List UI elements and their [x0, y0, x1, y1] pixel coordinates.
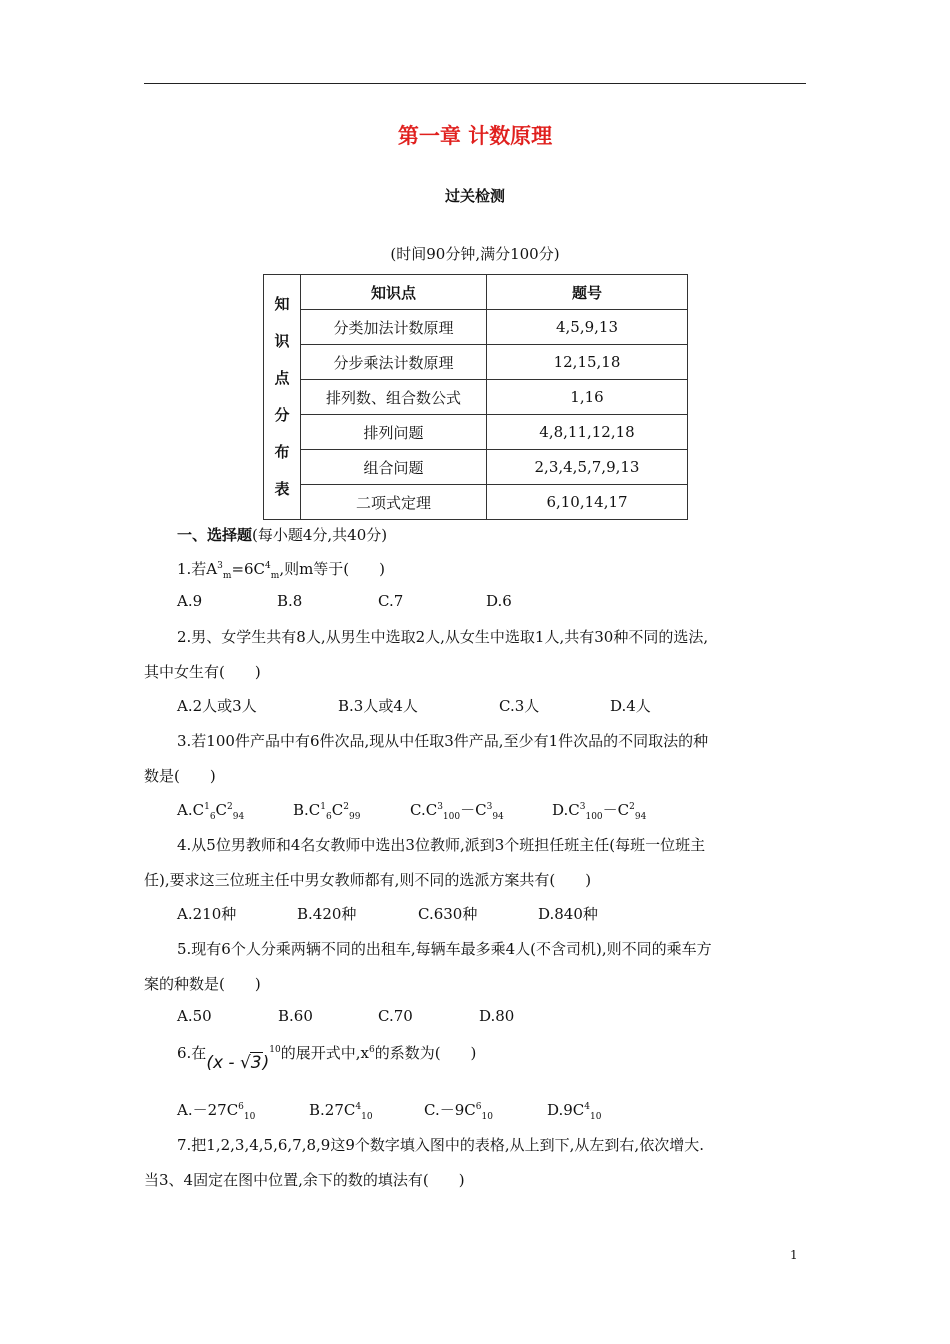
- question-4-options: [177, 903, 807, 924]
- option-b: B.420种: [297, 905, 357, 923]
- page-number: 1: [790, 1248, 798, 1262]
- question-3-cont: 数是( ): [144, 767, 216, 785]
- option-b: $B.C^1_6C^2_{99}$: [293, 801, 361, 822]
- option-d: $D.9C^4_{10}$: [547, 1101, 602, 1122]
- question-1: 1.若$A^3_m=6C^4_m$,则m等于( ): [177, 560, 386, 581]
- question-2-options: [177, 695, 807, 716]
- option-a: A.2人或3人: [177, 697, 257, 715]
- question-5: 5.现有6个人分乘两辆不同的出租车,每辆车最多乘4人(不含司机),则不同的乘车方: [177, 940, 712, 958]
- table-row: 排列问题 4,8,11,12,18: [264, 415, 688, 450]
- option-c: C.7: [378, 592, 404, 610]
- option-a: $A.-27C^6_{10}$: [177, 1101, 256, 1122]
- option-d: D.4人: [610, 697, 651, 715]
- question-6: 6.在(x - √3)$^{10}$的展开式中$,x^6$的系数为( ): [177, 1044, 477, 1073]
- option-d: D.80: [479, 1007, 515, 1025]
- option-d: D.840种: [538, 905, 598, 923]
- table-row: 二项式定理 6,10,14,17: [264, 485, 688, 520]
- question-6-options: [177, 1099, 807, 1120]
- table-row: 组合问题 2,3,4,5,7,9,13: [264, 450, 688, 485]
- option-d: $D.C^3_{100}-C^2_{94}$: [552, 801, 647, 822]
- question-1-options: [177, 592, 807, 610]
- table-row: 分步乘法计数原理 12,15,18: [264, 345, 688, 380]
- option-b: B.8: [277, 592, 303, 610]
- chapter-title: 第一章 计数原理: [397, 124, 553, 148]
- option-c: C.3人: [499, 697, 540, 715]
- question-5-cont: 案的种数是( ): [144, 975, 261, 993]
- option-b: B.60: [278, 1007, 313, 1025]
- section-heading: 一、选择题(每小题4分,共40分): [177, 526, 388, 544]
- option-a: A.50: [177, 1007, 212, 1025]
- question-7: 7.把1,2,3,4,5,6,7,8,9这9个数字填入图中的表格,从上到下,从左到右,依次增大.: [177, 1136, 704, 1154]
- option-b: B.3人或4人: [338, 697, 418, 715]
- option-c: $C.-9C^6_{10}$: [424, 1101, 493, 1122]
- option-c: C.70: [378, 1007, 413, 1025]
- option-a: A.9: [177, 592, 203, 610]
- col-header-questions: 题号: [487, 275, 688, 310]
- question-7-cont: 当3、4固定在图中位置,余下的数的填法有( ): [144, 1171, 465, 1189]
- question-2-cont: 其中女生有( ): [144, 663, 261, 681]
- option-a: A.210种: [177, 905, 237, 923]
- option-d: D.6: [486, 592, 512, 610]
- col-header-topic: 知识点: [301, 275, 487, 310]
- question-5-options: [177, 1007, 807, 1025]
- table-side-label: 知 识 点 分 布 表: [264, 275, 301, 520]
- question-4-cont: 任),要求这三位班主任中男女教师都有,则不同的选派方案共有( ): [144, 871, 592, 889]
- question-4: 4.从5位男教师和4名女教师中选出3位教师,派到3个班担任班主任(每班一位班主: [177, 836, 706, 854]
- table-row: 分类加法计数原理 4,5,9,13: [264, 310, 688, 345]
- question-3-options: [177, 799, 807, 820]
- option-a: $A.C^1_6C^2_{94}$: [177, 801, 245, 822]
- time-note: (时间90分钟,满分100分): [390, 245, 560, 263]
- header-rule: [144, 83, 806, 84]
- option-c: C.630种: [418, 905, 478, 923]
- binomial-expression: (x - √3): [206, 1053, 270, 1073]
- table-row: 排列数、组合数公式 1,16: [264, 380, 688, 415]
- knowledge-distribution-table: [263, 274, 688, 520]
- section-subtitle: 过关检测: [444, 187, 505, 205]
- question-2: 2.男、女学生共有8人,从男生中选取2人,从女生中选取1人,共有30种不同的选法,: [177, 628, 709, 646]
- question-3: 3.若100件产品中有6件次品,现从中任取3件产品,至少有1件次品的不同取法的种: [177, 732, 709, 750]
- option-b: $B.27C^4_{10}$: [309, 1101, 373, 1122]
- option-c: $C.C^3_{100}-C^3_{94}$: [410, 801, 504, 822]
- table-header-row: [264, 275, 688, 310]
